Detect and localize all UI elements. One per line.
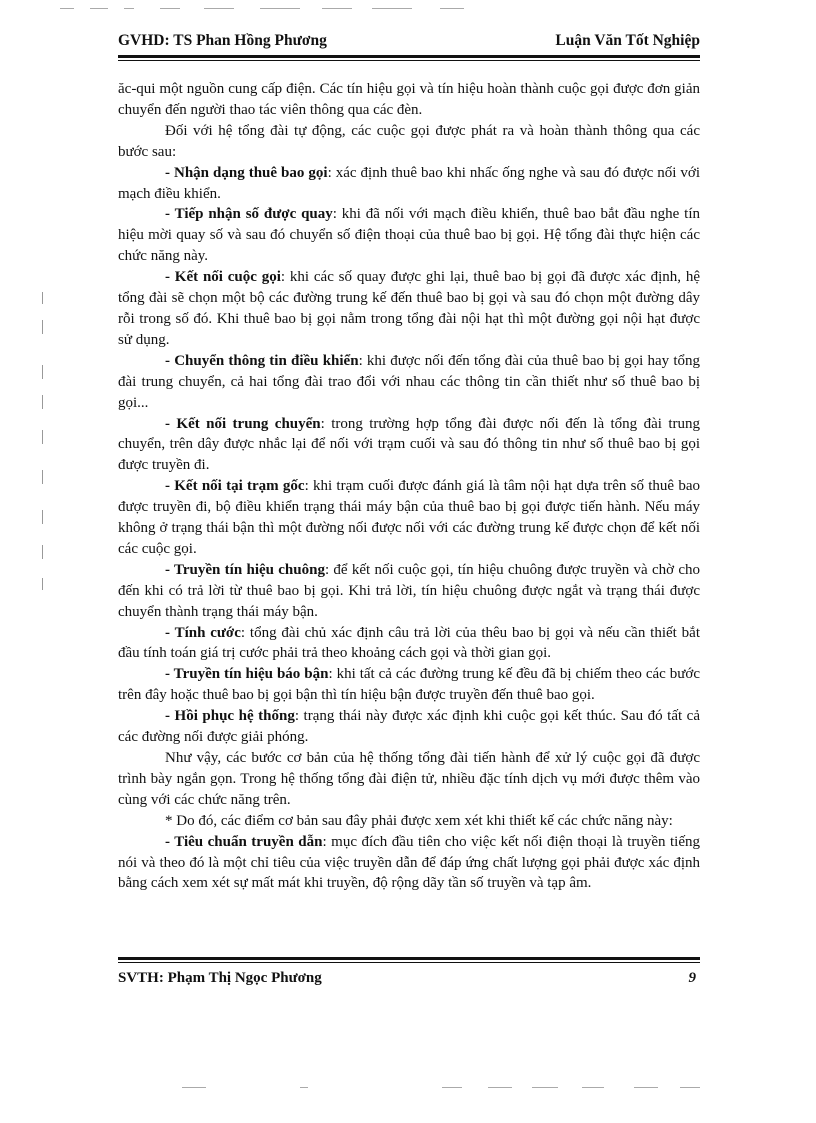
header-advisor: GVHD: TS Phan Hồng Phương	[118, 32, 327, 49]
paragraph-text: * Do đó, các điểm cơ bản sau đây phải được xem xét khi thiết kế các chức năng này:	[165, 812, 673, 829]
step-term: - Kết nối cuộc gọi	[165, 269, 281, 286]
scan-dash	[680, 1087, 700, 1088]
paragraph	[118, 476, 700, 560]
scan-dash	[488, 1087, 512, 1088]
page-footer	[118, 970, 700, 987]
step-term: - Tính cước	[165, 624, 241, 641]
paragraph	[118, 560, 700, 623]
paragraph	[118, 664, 700, 706]
scan-margin-mark	[42, 510, 43, 524]
scan-margin-mark	[42, 365, 43, 379]
paragraph	[118, 832, 700, 895]
scan-margin-mark	[42, 395, 43, 409]
scan-margin-mark	[42, 320, 43, 334]
scan-margin-mark	[42, 578, 43, 590]
scan-margin-mark	[42, 470, 43, 484]
footer-rule-thin	[118, 962, 700, 963]
page-header	[118, 32, 700, 54]
paragraph	[118, 811, 700, 832]
paragraph-text: : khi được nối đến tổng đài của thuê bao bị gọi hay tổng đài trung chuyển, cả hai tổng đài trao đổi với nhau các thông tin cần thiết như số thuê bao bị gọi...	[118, 352, 700, 411]
step-term: - Kết nối trung chuyển	[165, 415, 321, 432]
paragraph	[118, 204, 700, 267]
paragraph-text: : khi tất cả các đường trung kế đều đã bị chiếm theo các bước trên đây hoặc thuê bao bị gọi bận thì tín hiệu bận được truyền đến thuê bao gọi.	[118, 666, 700, 704]
scan-dash	[634, 1087, 658, 1088]
paragraph	[118, 748, 700, 811]
step-term: - Kết nối tại trạm gốc	[165, 478, 305, 495]
header-rule-thick	[118, 55, 700, 58]
paragraph-text: : để kết nối cuộc gọi, tín hiệu chuông được truyền và chờ cho đến khi có trả lời từ thuê bao bị gọi. Khi trả lời, tín hiệu chuông được ngắt và trạng thái được chuyển thành trạng thái máy bận.	[118, 561, 700, 620]
scan-margin-mark	[42, 292, 43, 304]
scan-dash	[322, 8, 352, 9]
scan-dash	[204, 8, 234, 9]
paragraph-text: : mục đích đầu tiên cho việc kết nối điện thoại là truyền tiếng nói và theo đó là một chỉ tiêu của việc truyền dẫn để đáp ứng chất lượng gọi phải được xác định bằng cách xem xét sự mất mát khi truyền, độ rộng dãy tần số truyền và tạp âm.	[118, 833, 700, 892]
scan-dash	[182, 1087, 206, 1088]
step-term: - Tiêu chuẩn truyền dẫn	[165, 833, 323, 850]
scan-dash	[260, 8, 300, 9]
paragraph-text: ăc-qui một nguồn cung cấp điện. Các tín hiệu gọi và tín hiệu hoàn thành cuộc gọi được đơn giản chuyển đến người thao tác viên thông qua các đèn.	[118, 81, 700, 118]
scan-dash	[60, 8, 74, 9]
paragraph-text: : trạng thái này được xác định khi cuộc gọi kết thúc. Sau đó tất cả các đường nối được giải phóng.	[118, 708, 700, 746]
scan-dash	[90, 8, 108, 9]
paragraph-text: : xác định thuê bao khi nhấc ống nghe và sau đó được nối với mạch điều khiển.	[118, 164, 700, 202]
header-thesis-title: Luận Văn Tốt Nghiệp	[555, 32, 700, 49]
paragraph-text: : trong trường hợp tổng đài được nối đến là tổng đài trung chuyển, trên dây được nhắc lại để nối với trạm cuối và sau đó thông tin như số thuê bao bị gọi được truyền đi.	[118, 415, 700, 474]
paragraph	[118, 163, 700, 205]
paragraph-text: : khi trạm cuối được đánh giá là tâm nội hạt dựa trên số thuê bao được truyền đi, bộ điều khiển trạng thái máy bận của thuê bao bị gọi được tiến hành. Nếu máy không ở trạng thái bận thì một đường nối được nối với các đường trung kế được chọn để kết nối các cuộc gọi.	[118, 478, 700, 557]
step-term: - Tiếp nhận số được quay	[165, 206, 333, 223]
body-text	[118, 79, 700, 894]
paragraph	[118, 623, 700, 665]
scan-dash	[532, 1087, 558, 1088]
scan-dash	[300, 1087, 308, 1088]
paragraph	[118, 267, 700, 351]
step-term: - Truyền tín hiệu chuông	[165, 561, 325, 578]
step-term: - Hồi phục hệ thống	[165, 708, 295, 725]
footer-rule-thick	[118, 957, 700, 960]
scan-dash	[160, 8, 180, 9]
paragraph-text: : khi các số quay được ghi lại, thuê bao bị gọi đã được xác định, hệ tổng đài sẽ chọn một bộ các đường trung kế đến thuê bao bị gọi và sau đó chọn một đường dây rỗi trong số đó. Khi thuê bao bị gọi nằm trong tổng đài nội hạt thì một đường gọi nội hạt được sử dụng.	[118, 269, 700, 348]
scan-dash	[124, 8, 134, 9]
step-term: - Nhận dạng thuê bao gọi	[165, 164, 328, 181]
step-term: - Chuyển thông tin điều khiển	[165, 352, 359, 369]
footer-student: SVTH: Phạm Thị Ngọc Phương	[118, 970, 322, 986]
paragraph	[118, 351, 700, 414]
paragraph-text: Đối với hệ tổng đài tự động, các cuộc gọi được phát ra và hoàn thành thông qua các bước sau:	[118, 122, 700, 160]
scan-dash	[372, 8, 412, 9]
scan-dash	[582, 1087, 604, 1088]
scan-dash	[442, 1087, 462, 1088]
scan-dash	[440, 8, 464, 9]
page-number: 9	[688, 970, 696, 986]
paragraph	[118, 121, 700, 163]
paragraph	[118, 706, 700, 748]
step-term: - Truyền tín hiệu báo bận	[165, 666, 329, 683]
paragraph	[118, 79, 700, 121]
scan-margin-mark	[42, 545, 43, 559]
paragraph	[118, 414, 700, 477]
paragraph-text: : khi đã nối với mạch điều khiển, thuê bao bắt đầu nghe tín hiệu mời quay số và sau đó chuyển số điện thoại của thuê bao bị gọi. Hệ tổng đài thực hiện các chức năng này.	[118, 206, 700, 265]
scan-margin-mark	[42, 430, 43, 444]
paragraph-text: : tổng đài chủ xác định câu trả lời của thêu bao bị gọi và nếu cần thiết bắt đầu tính toán giá trị cước phải trả theo khoảng cách gọi và thời gian gọi.	[118, 624, 700, 662]
paragraph-text: Như vậy, các bước cơ bản của hệ thống tổng đài tiến hành để xử lý cuộc gọi đã được trình bày ngắn gọn. Trong hệ thống tổng đài điện tử, nhiều đặc tính dịch vụ mới được thêm vào cùng với các chức năng trên.	[118, 750, 700, 808]
header-rule-thin	[118, 60, 700, 61]
